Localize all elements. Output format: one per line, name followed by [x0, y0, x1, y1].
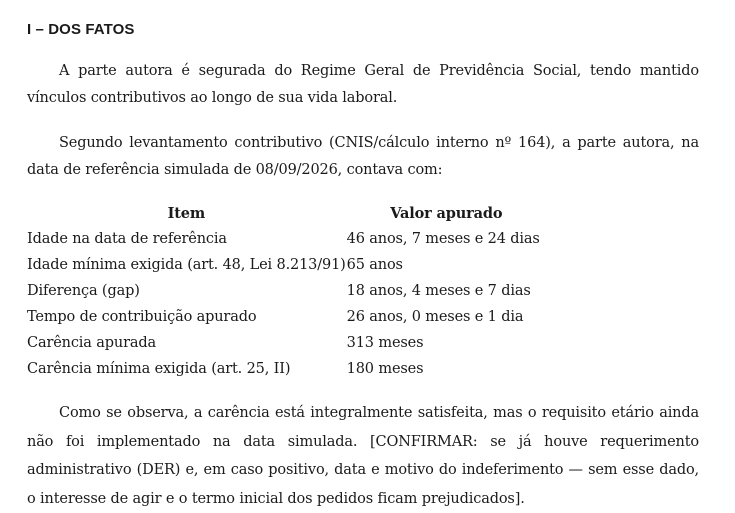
paragraph-intro: A parte autora é segurada do Regime Geral de Previdência Social, tendo mantido vínculos contributivos ao longo de sua vida laboral.: [27, 63, 699, 106]
table-row: [27, 278, 547, 304]
contribution-table: [27, 200, 547, 382]
table-row: [27, 304, 547, 330]
table-cell-valor: 18 anos, 4 meses e 7 dias: [346, 283, 531, 299]
table-cell-valor: 26 anos, 0 meses e 1 dia: [346, 309, 524, 325]
section-heading: I – DOS FATOS: [27, 21, 135, 38]
paragraph-levantamento: Segundo levantamento contributivo (CNIS/cálculo interno nº 164), a parte autora, na data de referência simulada de 08/09/2026, contava com:: [27, 135, 699, 178]
table-cell-item: Carência mínima exigida (art. 25, II): [27, 361, 291, 377]
table-cell-valor: 65 anos: [346, 257, 403, 273]
table-cell-item: Tempo de contribuição apurado: [27, 309, 257, 325]
table-row: [27, 252, 547, 278]
table-cell-valor: 180 meses: [346, 361, 424, 377]
table-cell-valor: 313 meses: [346, 335, 424, 351]
table-header-item: Item: [167, 204, 206, 222]
table-row: [27, 356, 547, 382]
table-header-valor: Valor apurado: [390, 204, 503, 222]
table-cell-item: Idade mínima exigida (art. 48, Lei 8.213/91): [27, 257, 346, 273]
table-row: [27, 226, 547, 252]
paragraph-conclusao: Como se observa, a carência está integralmente satisfeita, mas o requisito etário ainda não foi implementado na data simulada. [CONFIRMAR: se já houve requerimento administrativo (DER) e, em caso positivo, data e motivo do indeferimento — sem esse dado, o interesse de agir e o termo inicial dos pedidos ficam prejudicados].: [27, 405, 699, 507]
table-row: [27, 330, 547, 356]
table-cell-valor: 46 anos, 7 meses e 24 dias: [346, 231, 540, 247]
table-cell-item: Idade na data de referência: [27, 231, 227, 247]
table-header-row: [27, 200, 547, 226]
table-cell-item: Diferença (gap): [27, 283, 140, 299]
table-cell-item: Carência apurada: [27, 335, 156, 351]
